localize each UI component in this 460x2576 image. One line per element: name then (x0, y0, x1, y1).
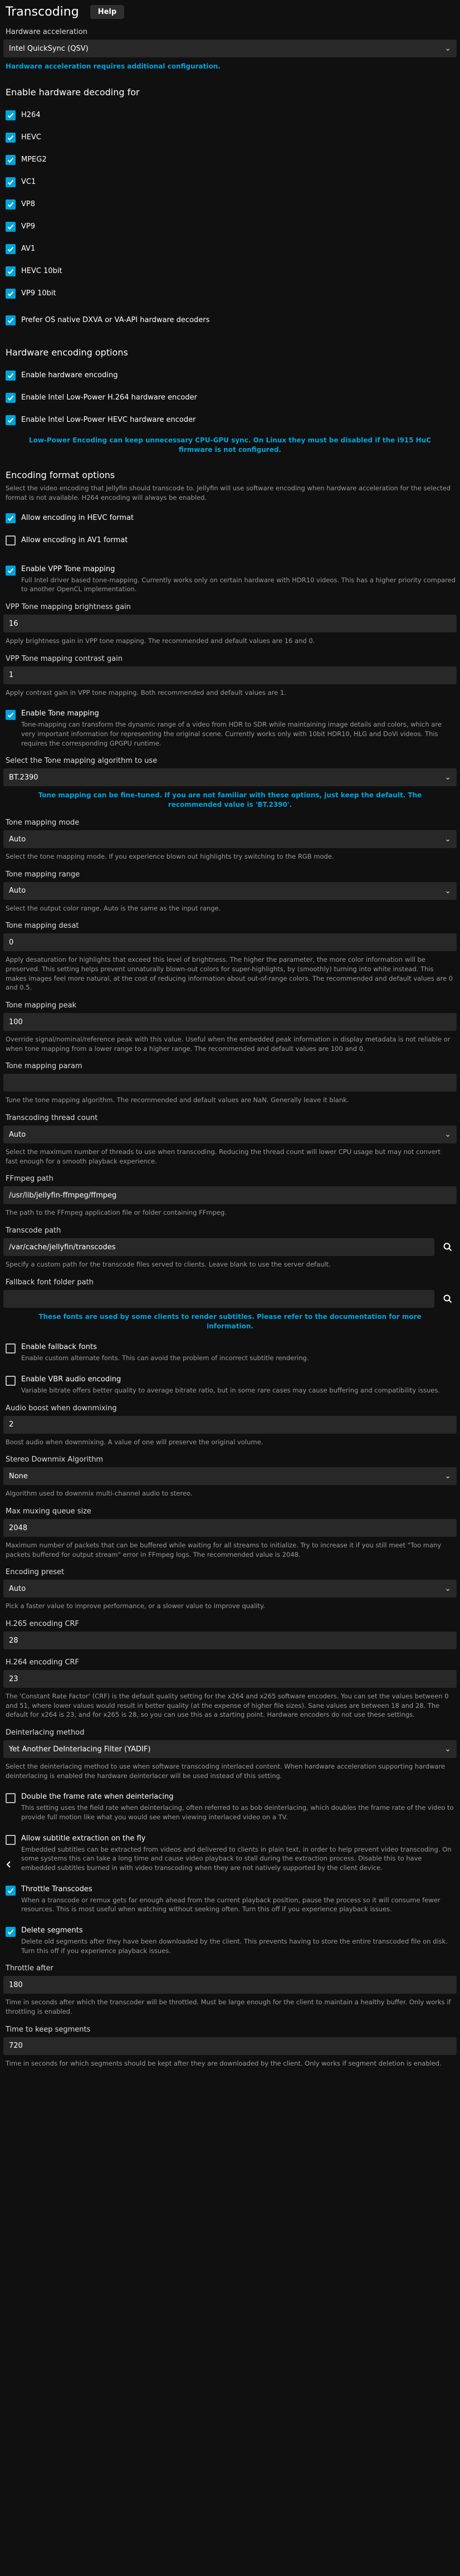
thread-count-value: Auto (9, 1130, 26, 1139)
allow-av1-label: Allow encoding in AV1 format (21, 536, 128, 545)
stereo-downmix-label: Stereo Downmix Algorithm (6, 1455, 104, 1464)
back-arrow-icon[interactable] (3, 1858, 15, 1871)
tonemap-peak-value: 100 (9, 1017, 23, 1026)
h265-crf-label: H.265 encoding CRF (6, 1620, 80, 1629)
tonemap-desat-input[interactable] (3, 933, 457, 951)
deinterlace-select[interactable] (3, 1740, 457, 1758)
enable-fallback-fonts-label: Enable fallback fonts (21, 1343, 97, 1352)
hw-accel-warning: Hardware acceleration requires additional configuration. (6, 62, 221, 70)
decode-codec-label: AV1 (21, 245, 36, 254)
tonemap-mode-select[interactable] (3, 830, 457, 848)
subtitle-extract-block[interactable] (6, 1834, 457, 1873)
decode-codec-row[interactable] (6, 171, 457, 193)
checkbox-checked-icon[interactable] (6, 415, 16, 425)
throttle-block[interactable] (6, 1885, 457, 1914)
search-icon[interactable] (439, 1238, 457, 1256)
vbr-audio-desc: Variable bitrate offers better quality to average bitrate ratio, but in some rare cases may cause buffering and compatibility issues. (21, 1386, 440, 1395)
checkbox-checked-icon[interactable] (6, 289, 16, 299)
enable-hw-encoding-label: Enable hardware encoding (21, 371, 118, 380)
tonemap-range-desc: Select the output color range. Auto is the same as the input range. (6, 904, 221, 912)
throttle-after-value: 180 (9, 1980, 23, 1989)
decode-codec-label: VC1 (21, 178, 36, 187)
h264-crf-label: H.264 encoding CRF (6, 1658, 80, 1667)
keep-segments-label: Time to keep segments (6, 2025, 91, 2034)
ffmpeg-path-desc: The path to the FFmpeg application file or folder containing FFmpeg. (6, 1209, 227, 1217)
h264-crf-value: 23 (9, 1674, 18, 1683)
throttle-after-input[interactable] (3, 1976, 457, 1994)
throttle-after-label: Throttle after (6, 1964, 53, 1973)
tonemap-desat-value: 0 (9, 938, 14, 947)
allow-hevc-row[interactable] (6, 507, 457, 529)
h265-crf-value: 28 (9, 1636, 18, 1645)
tonemap-peak-input[interactable] (3, 1013, 457, 1031)
h264-crf-desc: The 'Constant Rate Factor' (CRF) is the default quality setting for the x264 and x265 software encoders. You can set the values between 0 and 51, where lower values would result in better quality (at the expense of higher file sizes). Sane values are between 18 and 28. The default for x264 is 23, and for x265 is 28, so you can use this as a starting point. Hardware encoders do not use these settings. (6, 1692, 449, 1719)
checkbox-checked-icon[interactable] (6, 222, 16, 232)
audio-boost-input[interactable] (3, 1416, 457, 1434)
hw-accel-label: Hardware acceleration (6, 28, 87, 36)
muxing-queue-label: Max muxing queue size (6, 1507, 91, 1516)
tonemap-desat-label: Tone mapping desat (6, 922, 79, 931)
delete-segments-block[interactable] (6, 1926, 457, 1955)
checkbox-checked-icon[interactable] (6, 393, 16, 403)
checkbox-unchecked-icon[interactable] (6, 535, 16, 546)
muxing-queue-value: 2048 (9, 1523, 28, 1532)
throttle-desc: When a transcode or remux gets far enough ahead from the current playback position, pause the process so it will consume fewer resources. This is most useful when watching without seeking often. Turn this off if you experience playback issues. (21, 1896, 441, 1913)
checkbox-unchecked-icon[interactable] (6, 1793, 16, 1803)
checkbox-unchecked-icon[interactable] (6, 1376, 16, 1386)
help-button[interactable]: Help (90, 5, 124, 19)
format-options-desc: Select the video encoding that Jellyfin should transcode to. Jellyfin will use software encoding when hardware acceleration for the selected format is not available. H264 encoding will always be enabled. (6, 484, 451, 502)
lowpower-h264-row[interactable] (6, 387, 457, 409)
vpp-tonemap-label: Enable VPP Tone mapping (21, 564, 115, 573)
encoding-preset-value: Auto (9, 1584, 26, 1593)
tonemap-algo-warning: Tone mapping can be fine-tuned. If you are not familiar with these options, just keep the default. The recommended value is 'BT.2390'. (38, 791, 422, 809)
chevron-down-icon: ⌄ (444, 44, 451, 53)
enable-fallback-fonts-desc: Enable custom alternate fonts. This can avoid the problem of incorrect subtitle rendering. (21, 1354, 309, 1362)
transcode-path-label: Transcode path (6, 1226, 61, 1235)
tonemap-range-value: Auto (9, 887, 26, 895)
decoding-section-title: Enable hardware decoding for (6, 86, 140, 98)
tonemap-peak-desc: Override signal/nominal/reference peak with this value. Useful when the embedded peak information in display metadata is not reliable or when tone mapping from a lower range to a higher range. The recommended and default values are 100 and 0. (6, 1035, 451, 1053)
fallback-font-warning: These fonts are used by some clients to render subtitles. Please refer to the documentation for more information. (38, 1312, 422, 1330)
tonemap-algo-value: BT.2390 (9, 773, 38, 782)
decode-codec-row[interactable] (6, 238, 457, 260)
ffmpeg-path-input[interactable] (3, 1186, 457, 1204)
checkbox-checked-icon[interactable] (6, 199, 16, 210)
transcode-path-input[interactable] (3, 1238, 434, 1256)
vpp-contrast-value: 1 (9, 671, 14, 680)
transcode-path-value: /var/cache/jellyfin/transcodes (9, 1243, 116, 1252)
tonemap-param-desc: Tune the tone mapping algorithm. The recommended and default values are NaN. Generally leave it blank. (6, 1096, 349, 1104)
chevron-down-icon: ⌄ (444, 1472, 451, 1481)
vpp-contrast-label: VPP Tone mapping contrast gain (6, 654, 123, 663)
checkbox-checked-icon[interactable] (6, 1886, 16, 1896)
checkbox-checked-icon[interactable] (6, 315, 16, 325)
hw-accel-value: Intel QuickSync (QSV) (9, 44, 89, 53)
vpp-tonemap-block[interactable] (6, 565, 457, 594)
throttle-after-desc: Time in seconds after which the transcoder will be throttled. Must be large enough for the client to maintain a healthy buffer. Only works if throttling is enabled. (6, 1998, 451, 2016)
checkbox-checked-icon[interactable] (6, 513, 16, 523)
tonemap-peak-label: Tone mapping peak (6, 1001, 77, 1010)
lowpower-hevc-row[interactable] (6, 409, 457, 431)
vpp-brightness-label: VPP Tone mapping brightness gain (6, 603, 131, 612)
double-rate-label: Double the frame rate when deinterlacing (21, 1793, 174, 1801)
decode-codec-row[interactable] (6, 216, 457, 238)
decode-codec-label: HEVC (21, 133, 41, 142)
tonemap-mode-label: Tone mapping mode (6, 819, 80, 827)
delete-segments-desc: Delete old segments after they have been downloaded by the client. This prevents having to store the entire transcoded file on disk. Turn this off if you experience playback issues. (21, 1937, 448, 1955)
ffmpeg-path-label: FFmpeg path (6, 1175, 53, 1184)
decode-codec-label: HEVC 10bit (21, 267, 62, 276)
format-options-title: Encoding format options (6, 470, 115, 481)
vpp-contrast-input[interactable] (3, 666, 457, 684)
vbr-audio-label: Enable VBR audio encoding (21, 1375, 121, 1384)
deinterlace-value: Yet Another DeInterlacing Filter (YADIF) (9, 1745, 151, 1754)
checkbox-unchecked-icon[interactable] (6, 1343, 16, 1353)
checkbox-checked-icon[interactable] (6, 566, 16, 576)
enable-tonemap-block[interactable] (6, 709, 457, 748)
h265-crf-input[interactable] (3, 1632, 457, 1649)
tonemap-algo-label: Select the Tone mapping algorithm to use (6, 757, 158, 766)
encoding-preset-label: Encoding preset (6, 1568, 65, 1577)
decode-codec-label: VP9 10bit (21, 289, 56, 298)
prefer-os-decoders-label: Prefer OS native DXVA or VA-API hardware decoders (21, 316, 210, 325)
thread-count-desc: Select the maximum number of threads to use when transcoding. Reducing the thread count will lower CPU usage but may not convert fast enough for a smooth playback experience. (6, 1148, 441, 1165)
checkbox-checked-icon[interactable] (6, 244, 16, 254)
tonemap-mode-value: Auto (9, 835, 26, 844)
fallback-font-row (3, 1290, 457, 1308)
decode-codec-row[interactable] (6, 260, 457, 283)
muxing-queue-input[interactable] (3, 1519, 457, 1537)
chevron-down-icon: ⌄ (444, 1130, 451, 1140)
chevron-down-icon: ⌄ (444, 1584, 451, 1594)
keep-segments-input[interactable] (3, 2037, 457, 2055)
decode-codec-row[interactable] (6, 193, 457, 216)
stereo-downmix-select[interactable] (3, 1467, 457, 1485)
decode-codec-row[interactable] (6, 149, 457, 171)
decode-codec-row[interactable] (6, 283, 457, 305)
tonemap-range-label: Tone mapping range (6, 870, 80, 879)
tonemap-desat-desc: Apply desaturation for highlights that exceed this level of brightness. The higher the parameter, the more color information will be preserved. This setting helps prevent unnaturally blown-out colors for super-highlights, by (smoothly) turning into white instead. This makes images feel more natural, at the cost of reducing information about out-of-range colors. The recommended and default values are 0 and 0.5. (6, 956, 453, 992)
vpp-brightness-value: 16 (9, 619, 18, 628)
checkbox-checked-icon[interactable] (6, 133, 16, 143)
audio-boost-desc: Boost audio when downmixing. A value of one will preserve the original volume. (6, 1438, 263, 1446)
vpp-contrast-desc: Apply contrast gain in VPP tone mapping. Both recommended and default values are 1. (6, 688, 286, 697)
page-header (3, 0, 457, 23)
fallback-font-input[interactable] (3, 1290, 434, 1308)
throttle-label: Throttle Transcodes (21, 1884, 92, 1893)
chevron-down-icon: ⌄ (444, 835, 451, 844)
enable-hw-encoding-row[interactable] (6, 364, 457, 387)
page-title: Transcoding (6, 4, 79, 19)
audio-boost-label: Audio boost when downmixing (6, 1404, 117, 1413)
muxing-queue-desc: Maximum number of packets that can be buffered while waiting for all streams to initialize. Try to increase it if you still meet "Too many packets buffered for output stream" error in FFmpeg logs. The recommended value is 2048. (6, 1541, 442, 1559)
prefer-os-decoders-checkbox-row[interactable] (6, 309, 457, 332)
subtitle-extract-label: Allow subtitle extraction on the fly (21, 1834, 146, 1843)
deinterlace-label: Deinterlacing method (6, 1728, 85, 1737)
thread-count-select[interactable] (3, 1126, 457, 1143)
tonemap-param-label: Tone mapping param (6, 1062, 82, 1071)
decode-codec-label: VP8 (21, 200, 36, 209)
vpp-tonemap-desc: Full Intel driver based tone-mapping. Currently works only on certain hardware with HDR10 videos. This has a higher priority compared to another OpenCL implementation. (21, 576, 456, 593)
tonemap-mode-desc: Select the tone mapping mode. If you experience blown out highlights try switching to the RGB mode. (6, 853, 334, 861)
decode-codec-row[interactable] (6, 104, 457, 126)
chevron-down-icon: ⌄ (444, 886, 451, 895)
delete-segments-label: Delete segments (21, 1926, 83, 1935)
checkbox-unchecked-icon[interactable] (6, 1835, 16, 1845)
keep-segments-desc: Time in seconds for which segments should be kept after they are downloaded by the client. Only works if segment deletion is enabled. (6, 2059, 442, 2067)
transcode-path-row (3, 1238, 457, 1256)
enable-tonemap-desc: Tone-mapping can transform the dynamic range of a video from HDR to SDR while maintaining image details and colors, which are very important information for representing the original scene. Currently works only with 10bit HDR10, HLG and DoVi videos. This requires the corresponding GPGPU runtime. (21, 720, 442, 747)
double-rate-block[interactable] (6, 1793, 457, 1822)
tonemap-range-select[interactable] (3, 882, 457, 900)
allow-hevc-label: Allow encoding in HEVC format (21, 514, 134, 523)
stereo-downmix-value: None (9, 1472, 28, 1481)
checkbox-checked-icon[interactable] (6, 110, 16, 120)
decode-codec-label: MPEG2 (21, 155, 47, 164)
vbr-audio-block[interactable] (6, 1375, 457, 1395)
vpp-brightness-input[interactable] (3, 615, 457, 632)
transcode-path-desc: Specify a custom path for the transcode files served to clients. Leave blank to use the server default. (6, 1260, 331, 1269)
checkbox-checked-icon[interactable] (6, 177, 16, 187)
search-icon[interactable] (439, 1290, 457, 1308)
keep-segments-value: 720 (9, 2042, 23, 2051)
hw-accel-select[interactable] (3, 40, 457, 57)
audio-boost-value: 2 (9, 1420, 14, 1429)
lowpower-warning: Low-Power Encoding can keep unnecessary CPU-GPU sync. On Linux they must be disabled if the i915 HuC firmware is not configured. (28, 436, 432, 454)
chevron-down-icon: ⌄ (444, 773, 451, 782)
decoding-codec-list (3, 104, 457, 305)
decode-codec-label: H264 (21, 111, 41, 120)
stereo-downmix-desc: Algorithm used to downmix multi-channel audio to stereo. (6, 1489, 193, 1498)
ffmpeg-path-value: /usr/lib/jellyfin-ffmpeg/ffmpeg (9, 1191, 117, 1200)
tonemap-algo-select[interactable] (3, 768, 457, 786)
thread-count-label: Transcoding thread count (6, 1114, 98, 1123)
deinterlace-desc: Select the deinterlacing method to use when software transcoding interlaced content. When hardware acceleration supporting hardware deinterlacing is enabled the hardware deinterlacer will be used instead of this setting. (6, 1762, 446, 1780)
checkbox-checked-icon[interactable] (6, 710, 16, 720)
checkbox-checked-icon[interactable] (6, 1927, 16, 1937)
encoding-options-title: Hardware encoding options (6, 347, 128, 358)
lowpower-hevc-label: Enable Intel Low-Power HEVC hardware encoder (21, 416, 196, 425)
allow-av1-row[interactable] (6, 529, 457, 552)
checkbox-checked-icon[interactable] (6, 371, 16, 381)
fallback-font-label: Fallback font folder path (6, 1278, 94, 1287)
encoding-preset-select[interactable] (3, 1580, 457, 1598)
checkbox-checked-icon[interactable] (6, 155, 16, 165)
decode-codec-row[interactable] (6, 126, 457, 149)
enable-fallback-fonts-block[interactable] (6, 1343, 457, 1363)
lowpower-h264-label: Enable Intel Low-Power H.264 hardware encoder (21, 393, 197, 402)
subtitle-extract-desc: Embedded subtitles can be extracted from videos and delivered to clients in plain text, in order to help prevent video transcoding. On some systems this can take a long time and cause video playback to stall during the extraction process. Disable this to have embedded subtitles burned in with video transcoding when they are not natively supported by the client device. (21, 1845, 452, 1872)
h264-crf-input[interactable] (3, 1670, 457, 1688)
chevron-down-icon: ⌄ (444, 1745, 451, 1754)
encoding-preset-desc: Pick a faster value to improve performance, or a slower value to improve quality. (6, 1602, 265, 1610)
tonemap-param-input[interactable] (3, 1074, 457, 1092)
vpp-brightness-desc: Apply brightness gain in VPP tone mapping. The recommended and default values are 16 and 0. (6, 637, 315, 645)
checkbox-checked-icon[interactable] (6, 266, 16, 276)
decode-codec-label: VP9 (21, 222, 36, 231)
enable-tonemap-label: Enable Tone mapping (21, 709, 99, 718)
double-rate-desc: This setting uses the field rate when deinterlacing, often referred to as bob deinterlacing, which doubles the frame rate of the video to provide full motion like what you would see when viewing interlaced video on a TV. (21, 1804, 454, 1822)
